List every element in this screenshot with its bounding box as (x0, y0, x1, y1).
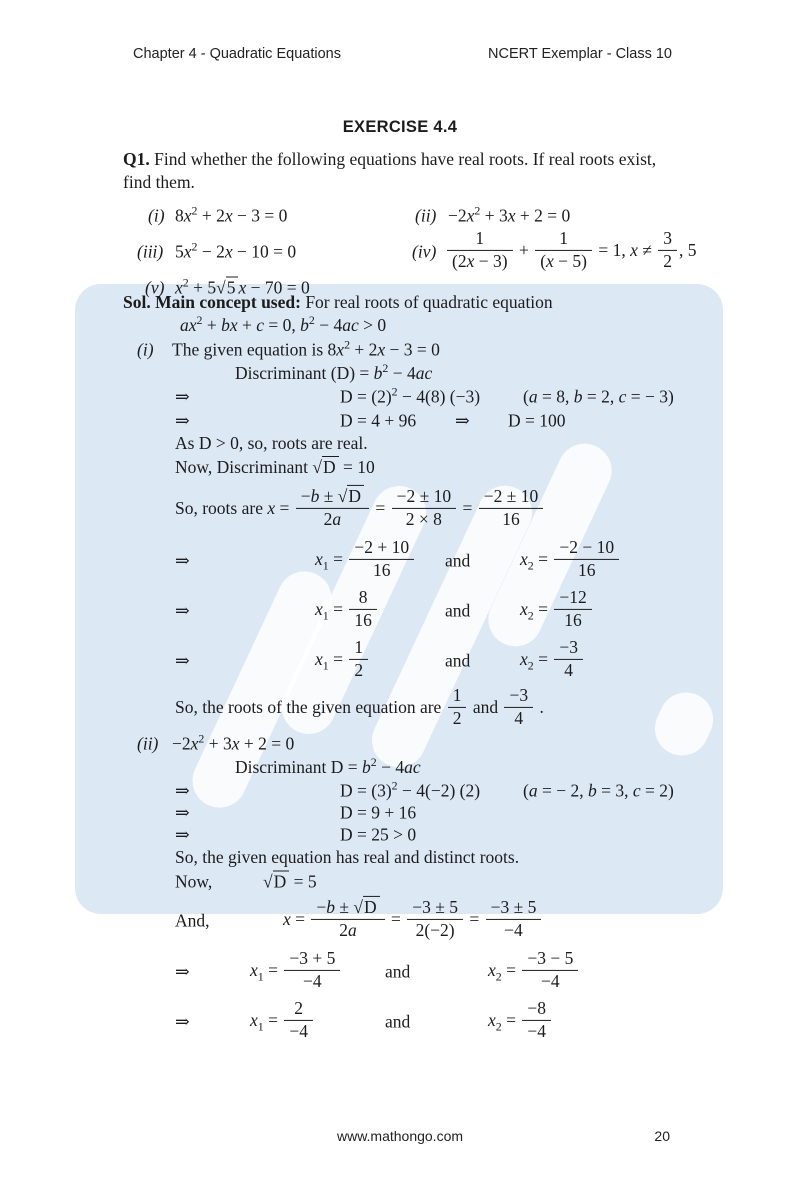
implies-icon: ⇒ (175, 600, 190, 621)
distinct-roots-line (123, 846, 727, 869)
part-i-intro-text: The given equation is $8x^2 + 2x - 3 = 0$ (172, 337, 440, 360)
implies-icon: ⇒ (175, 824, 190, 845)
and-word: and (445, 550, 471, 571)
d-value: $D = (2)^2 - 4(8)$ (−3) (340, 384, 481, 407)
x2-value: $x_2$ = $\frac{-12}{16}$ (520, 590, 594, 632)
sqrt-d-value: Now, Discriminant √D = 10 (175, 457, 375, 477)
sqrt-d-line (123, 456, 727, 484)
coefficients-note: (a = 8, b = 2, c = − 3) (523, 386, 674, 407)
discriminant-formula: Discriminant $D = b^2 - 4ac$ (235, 755, 421, 777)
implies-icon: ⇒ (175, 780, 190, 800)
question-block (123, 148, 697, 300)
equation-row (123, 204, 688, 228)
derivation-row (123, 824, 727, 846)
implies-icon: ⇒ (175, 386, 190, 407)
equation-row (123, 227, 697, 276)
x1-value: $x_1$ = $\frac{1}{2}$ (315, 640, 370, 682)
discriminant-line (123, 756, 727, 779)
x1-value: $x_1$ = $\frac{2}{-4}$ (250, 1001, 315, 1043)
concept-label: Main concept used: (155, 292, 301, 312)
roots-formula-row (123, 895, 727, 947)
coefficients-note: (a = − 2, b = 3, c = 2) (523, 780, 674, 800)
part-ii-intro (123, 732, 727, 756)
conclusion-text: So, the roots of the given equation are $\frac{1}{2}$ and $\frac{-3}{4}$ . (175, 684, 544, 728)
and-word: and (385, 961, 411, 982)
x1-value: $x_1$ = $\frac{-3 + 5}{-4}$ (250, 951, 342, 993)
conclusion-row (123, 686, 727, 732)
exercise-title: EXERCISE 4.4 (342, 118, 458, 136)
discriminant-line (123, 362, 727, 385)
d-value: D = 100 (508, 410, 566, 430)
question-text (123, 148, 688, 194)
and-word: and (385, 1011, 411, 1032)
x-values-row (123, 586, 727, 636)
item-num-v: (v) (145, 277, 165, 298)
question-number: Q1. (123, 149, 150, 169)
distinct-roots-text: So, the given equation has real and distinct roots. (175, 847, 520, 867)
implies-icon: ⇒ (175, 650, 190, 671)
book-title: NCERT Exemplar - Class 10 (488, 46, 672, 62)
x2-value: $x_2$ = $\frac{-3 - 5}{-4}$ (488, 951, 580, 993)
part-ii-num: (ii) (137, 733, 159, 754)
derivation-row (123, 385, 727, 409)
x-values-row (123, 947, 727, 997)
x-values-row (123, 997, 727, 1047)
derivation-row (123, 779, 727, 802)
d-value: $D = (3)^2 - 4(-2)$ (2) (340, 778, 481, 800)
chapter-title: Chapter 4 - Quadratic Equations (133, 46, 341, 62)
x1-value: $x_1$ = $\frac{8}{16}$ (315, 590, 379, 632)
roots-real-text: As D > 0, so, roots are real. (175, 433, 368, 453)
and-label: And, (175, 910, 210, 931)
implies-icon: ⇒ (455, 410, 470, 430)
sol-label: Sol. (123, 292, 151, 312)
equation-iv: $\frac{1}{(2x - 3)}$ + $\frac{1}{(x - 5)}$ = 1, x ≠ $\frac{3}{2}$ , 5 (445, 231, 697, 273)
part-ii-equation: $-2x^2 + 3x + 2 = 0$ (172, 731, 295, 754)
equation-ii: $-2x^2 + 3x + 2 = 0$ (448, 203, 571, 226)
roots-formula-row (123, 484, 727, 536)
x2-value: $x_2$ = $\frac{-2 - 10}{16}$ (520, 540, 621, 582)
concept-text: For real roots of quadratic equation (300, 292, 553, 312)
equation-i: $8x^2 + 2x - 3 = 0$ (175, 203, 288, 226)
implies-icon: ⇒ (175, 961, 190, 982)
x2-value: $x_2$ = $\frac{-3}{4}$ (520, 640, 585, 682)
item-num-i: (i) (148, 205, 165, 226)
item-num-iv: (iv) (412, 241, 437, 262)
implies-icon: ⇒ (175, 550, 190, 571)
d-value: D = 25 > 0 (340, 824, 417, 845)
page-number: 20 (654, 1128, 670, 1144)
x-values-row (123, 636, 727, 686)
part-i-num: (i) (137, 339, 154, 360)
sqrt-d-row (123, 869, 727, 895)
page-header (133, 46, 672, 62)
equation-iii: $5x^2 - 2x - 10 = 0$ (175, 239, 297, 262)
equation-v: $x^2 + 5√5$ x − 70 = 0 (175, 275, 310, 298)
implies-icon: ⇒ (175, 802, 190, 823)
solution-intro-line (123, 291, 727, 314)
part-i-intro (123, 338, 727, 362)
question-statement: Find whether the following equations have real roots. If real roots exist, find them. (123, 149, 657, 192)
and-word: and (445, 650, 471, 671)
and-word: and (445, 600, 471, 621)
derivation-row (123, 802, 727, 824)
implies-icon: ⇒ (175, 410, 190, 430)
d-value: D = 4 + 96 (340, 410, 417, 430)
solution-block (123, 283, 727, 1047)
d-value: D = 9 + 16 (340, 802, 417, 823)
roots-formula: x = $\frac{-b \pm √D}{2a}$ = $\frac{-3 \pm 5}{2(-2)}$ = $\frac{-3 \pm 5}{-4}$ (283, 900, 543, 942)
item-num-ii: (ii) (415, 205, 437, 226)
roots-real-line (123, 432, 727, 456)
discriminant-formula: Discriminant $(D) = b^2 - 4ac$ (235, 361, 433, 383)
derivation-row (123, 409, 727, 432)
item-num-iii: (iii) (137, 241, 164, 262)
x1-value: $x_1$ = $\frac{-2 + 10}{16}$ (315, 540, 416, 582)
x-values-row (123, 536, 727, 586)
roots-formula: So, roots are x = $\frac{-b \pm √D}{2a}$ = $\frac{-2 \pm 10}{2 \times 8}$ = $\frac{-2 \pm 10}{16}$ (175, 489, 545, 531)
concept-equation: $ax^2$ + bx + c = 0, $b^2 - 4ac > 0$ (180, 313, 387, 335)
now-label: Now, (175, 871, 213, 892)
x2-value: $x_2$ = $\frac{-8}{-4}$ (488, 1001, 553, 1043)
implies-icon: ⇒ (175, 1011, 190, 1032)
sqrt-d-value: √D = 5 (263, 871, 317, 892)
concept-equation-line (123, 314, 727, 338)
footer-url: www.mathongo.com (336, 1128, 464, 1144)
